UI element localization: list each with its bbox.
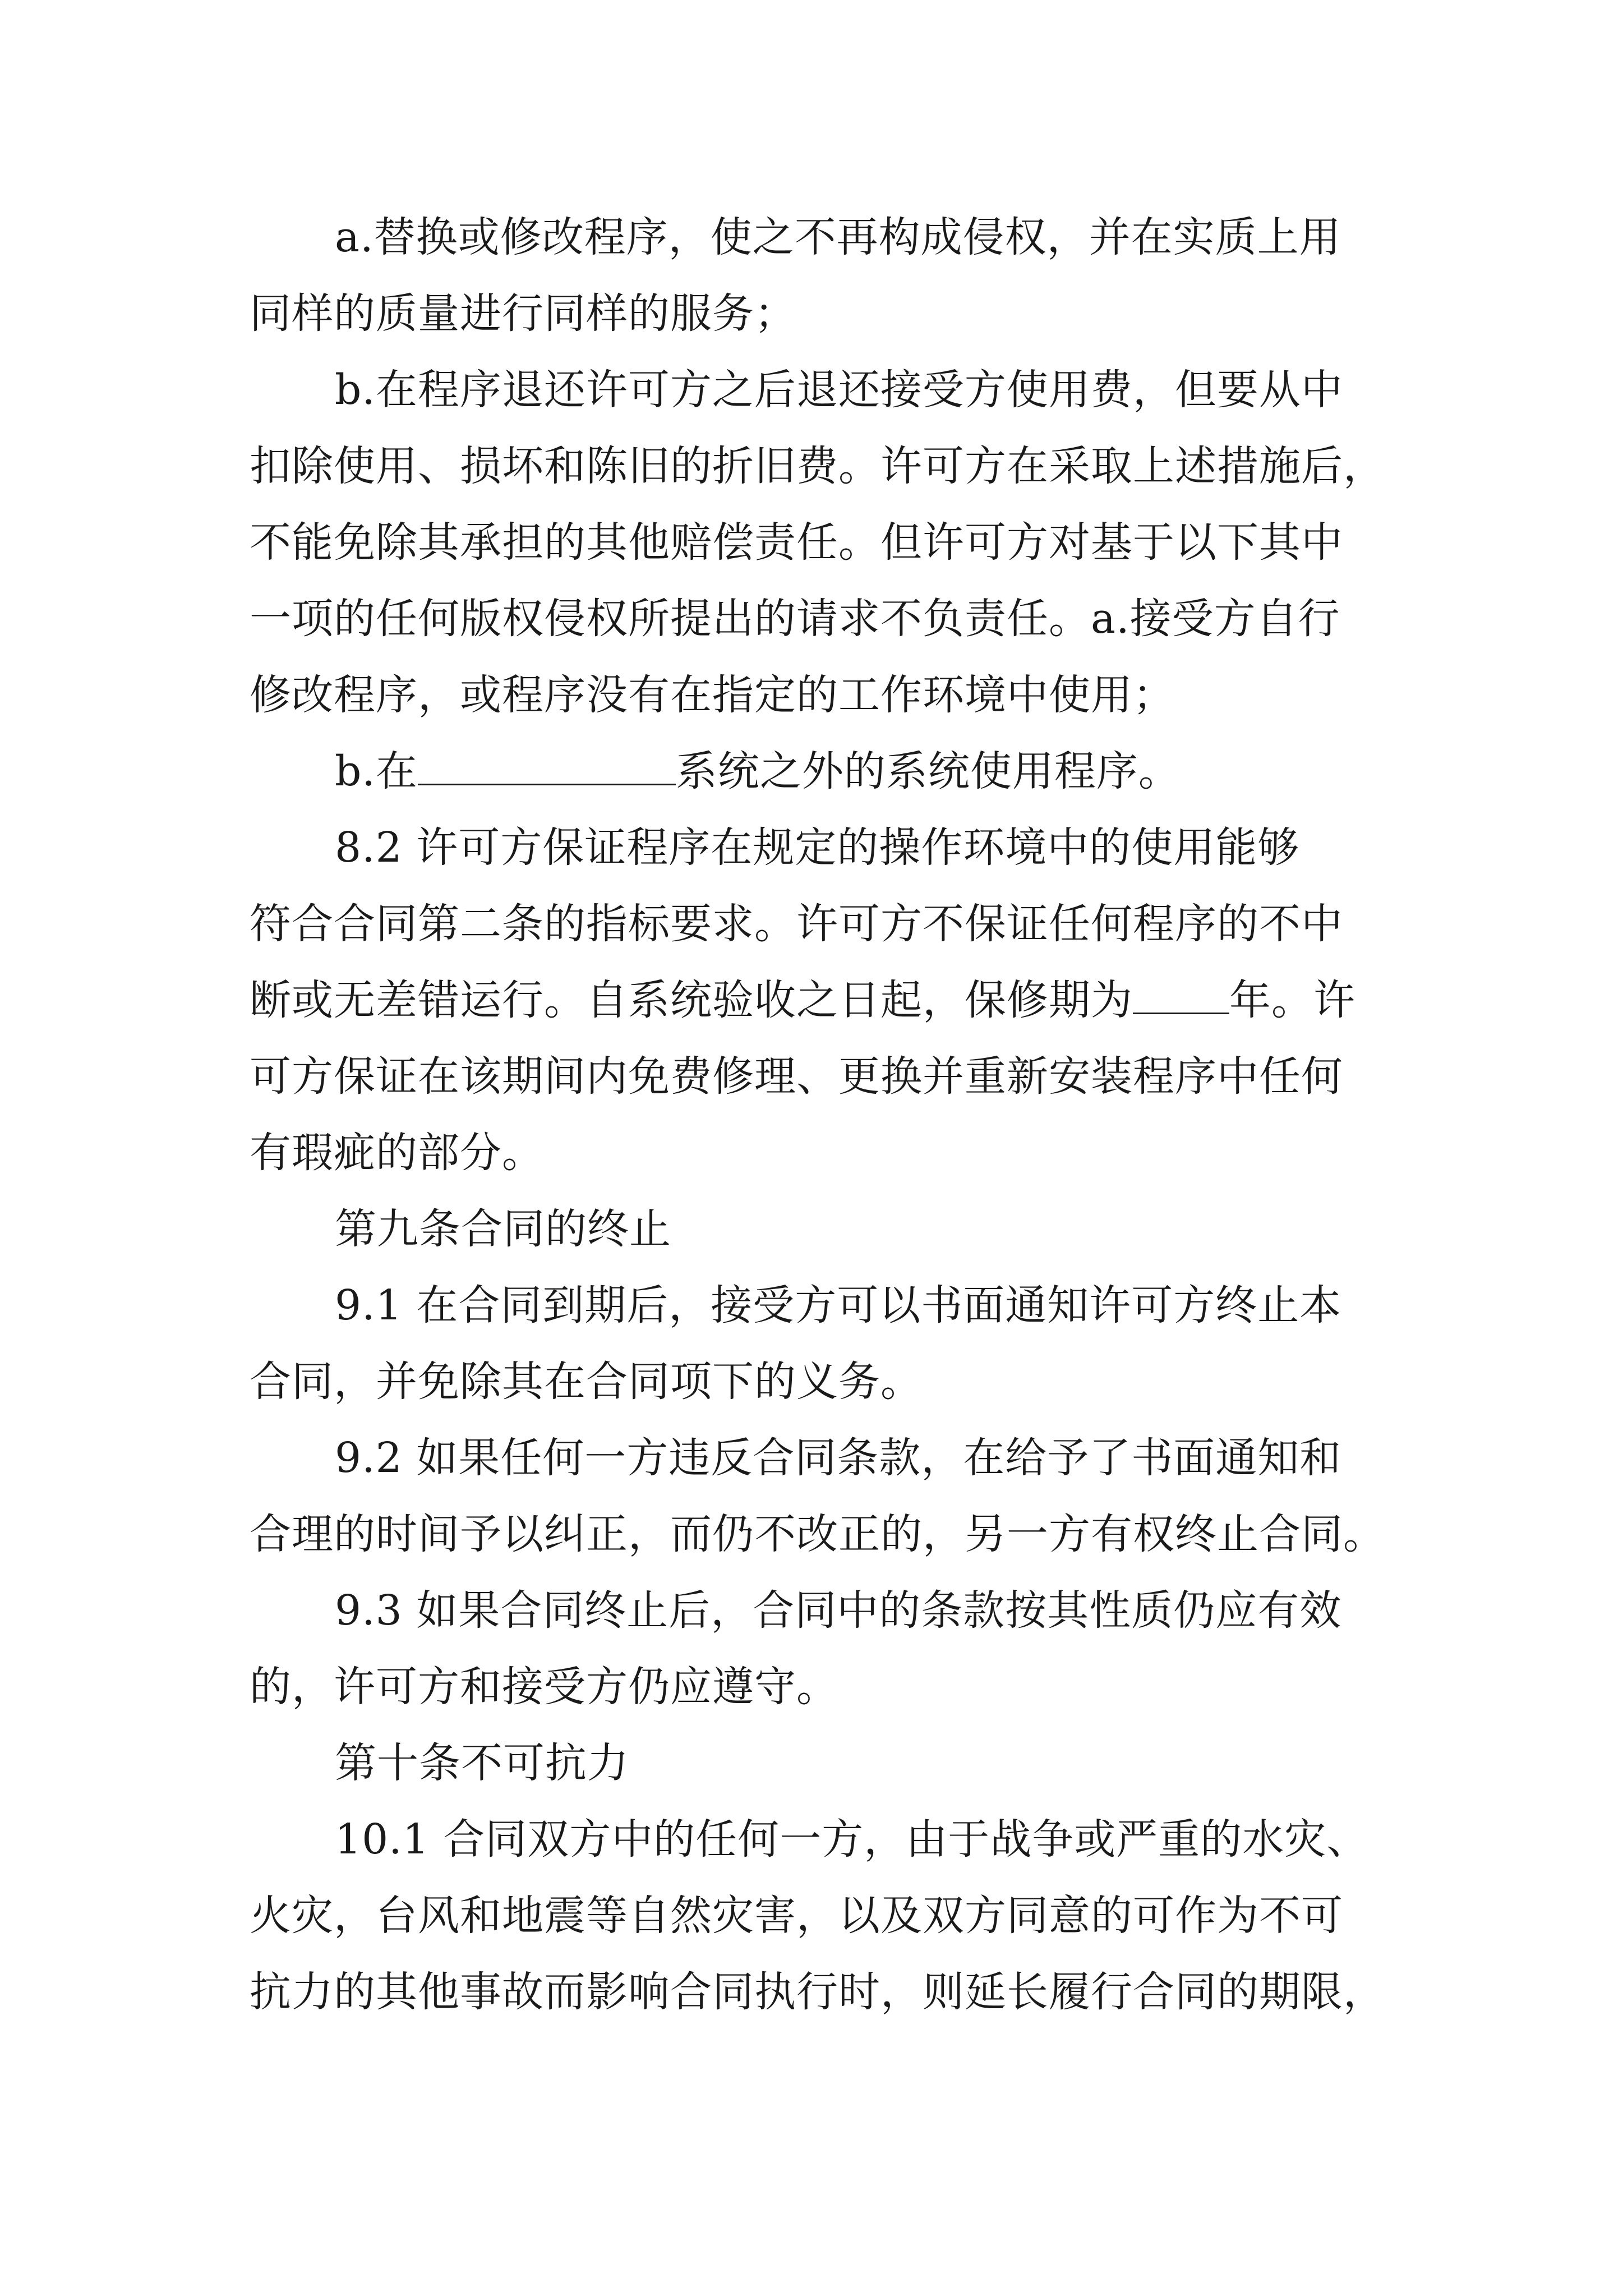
paragraph-line: a.替换或修改程序，使之不再构成侵权，并在实质上用 (335, 213, 1341, 261)
paragraph-line: 合同，并免除其在合同项下的义务。 (250, 1358, 923, 1406)
paragraph-line: b.在程序退还许可方之后退还接受方使用费，但要从中 (335, 366, 1343, 414)
paragraph-line: 8.2 许可方保证程序在规定的操作环境中的使用能够 (335, 823, 1300, 872)
paragraph-line: 合理的时间予以纠正，而仍不改正的，另一方有权终止合同。 (250, 1510, 1385, 1558)
warranty-suffix: 年。许 (1229, 976, 1355, 1024)
fill-in-blank (418, 749, 676, 785)
paragraph-line: 10.1 合同双方中的任何一方，由于战争或严重的水灾、 (335, 1815, 1369, 1864)
warranty-years-blank (1133, 978, 1229, 1014)
paragraph-line: 修改程序，或程序没有在指定的工作环境中使用； (250, 671, 1175, 719)
section-heading: 第十条不可抗力 (335, 1739, 629, 1787)
paragraph-line: 的，许可方和接受方仍应遵守。 (250, 1663, 838, 1711)
paragraph-line: 抗力的其他事故而影响合同执行时，则延长履行合同的期限， (250, 1968, 1385, 2016)
warranty-prefix: 断或无差错运行。自系统验收之日起，保修期为 (250, 976, 1133, 1024)
paragraph-line: 符合合同第二条的指标要求。许可方不保证任何程序的不中 (250, 900, 1343, 948)
paragraph-line: 火灾，台风和地震等自然灾害，以及双方同意的可作为不可 (250, 1892, 1343, 1940)
warranty-line (250, 962, 1394, 1038)
paragraph-line: 9.2 如果任何一方违反合同条款，在给予了书面通知和 (335, 1434, 1342, 1482)
paragraph-line: 同样的质量进行同样的服务； (250, 289, 796, 338)
paragraph-line: 有瑕疵的部分。 (250, 1129, 544, 1177)
fill-in-line (250, 733, 1394, 809)
section-heading: 第九条合同的终止 (335, 1205, 671, 1253)
paragraph-line: 扣除使用、损坏和陈旧的折旧费。许可方在采取上述措施后， (250, 442, 1385, 490)
fill-in-prefix: b.在 (335, 747, 418, 795)
fill-in-suffix: 系统之外的系统使用程序。 (675, 747, 1181, 795)
document-body (250, 199, 1394, 2030)
paragraph-line: 9.1 在合同到期后，接受方可以书面通知许可方终止本 (335, 1281, 1342, 1329)
paragraph-line: 一项的任何版权侵权所提出的请求不负责任。a.接受方自行 (250, 595, 1340, 643)
paragraph-line: 可方保证在该期间内免费修理、更换并重新安装程序中任何 (250, 1052, 1343, 1101)
paragraph-line: 9.3 如果合同终止后，合同中的条款按其性质仍应有效 (335, 1586, 1342, 1635)
paragraph-line: 不能免除其承担的其他赔偿责任。但许可方对基于以下其中 (250, 518, 1343, 567)
